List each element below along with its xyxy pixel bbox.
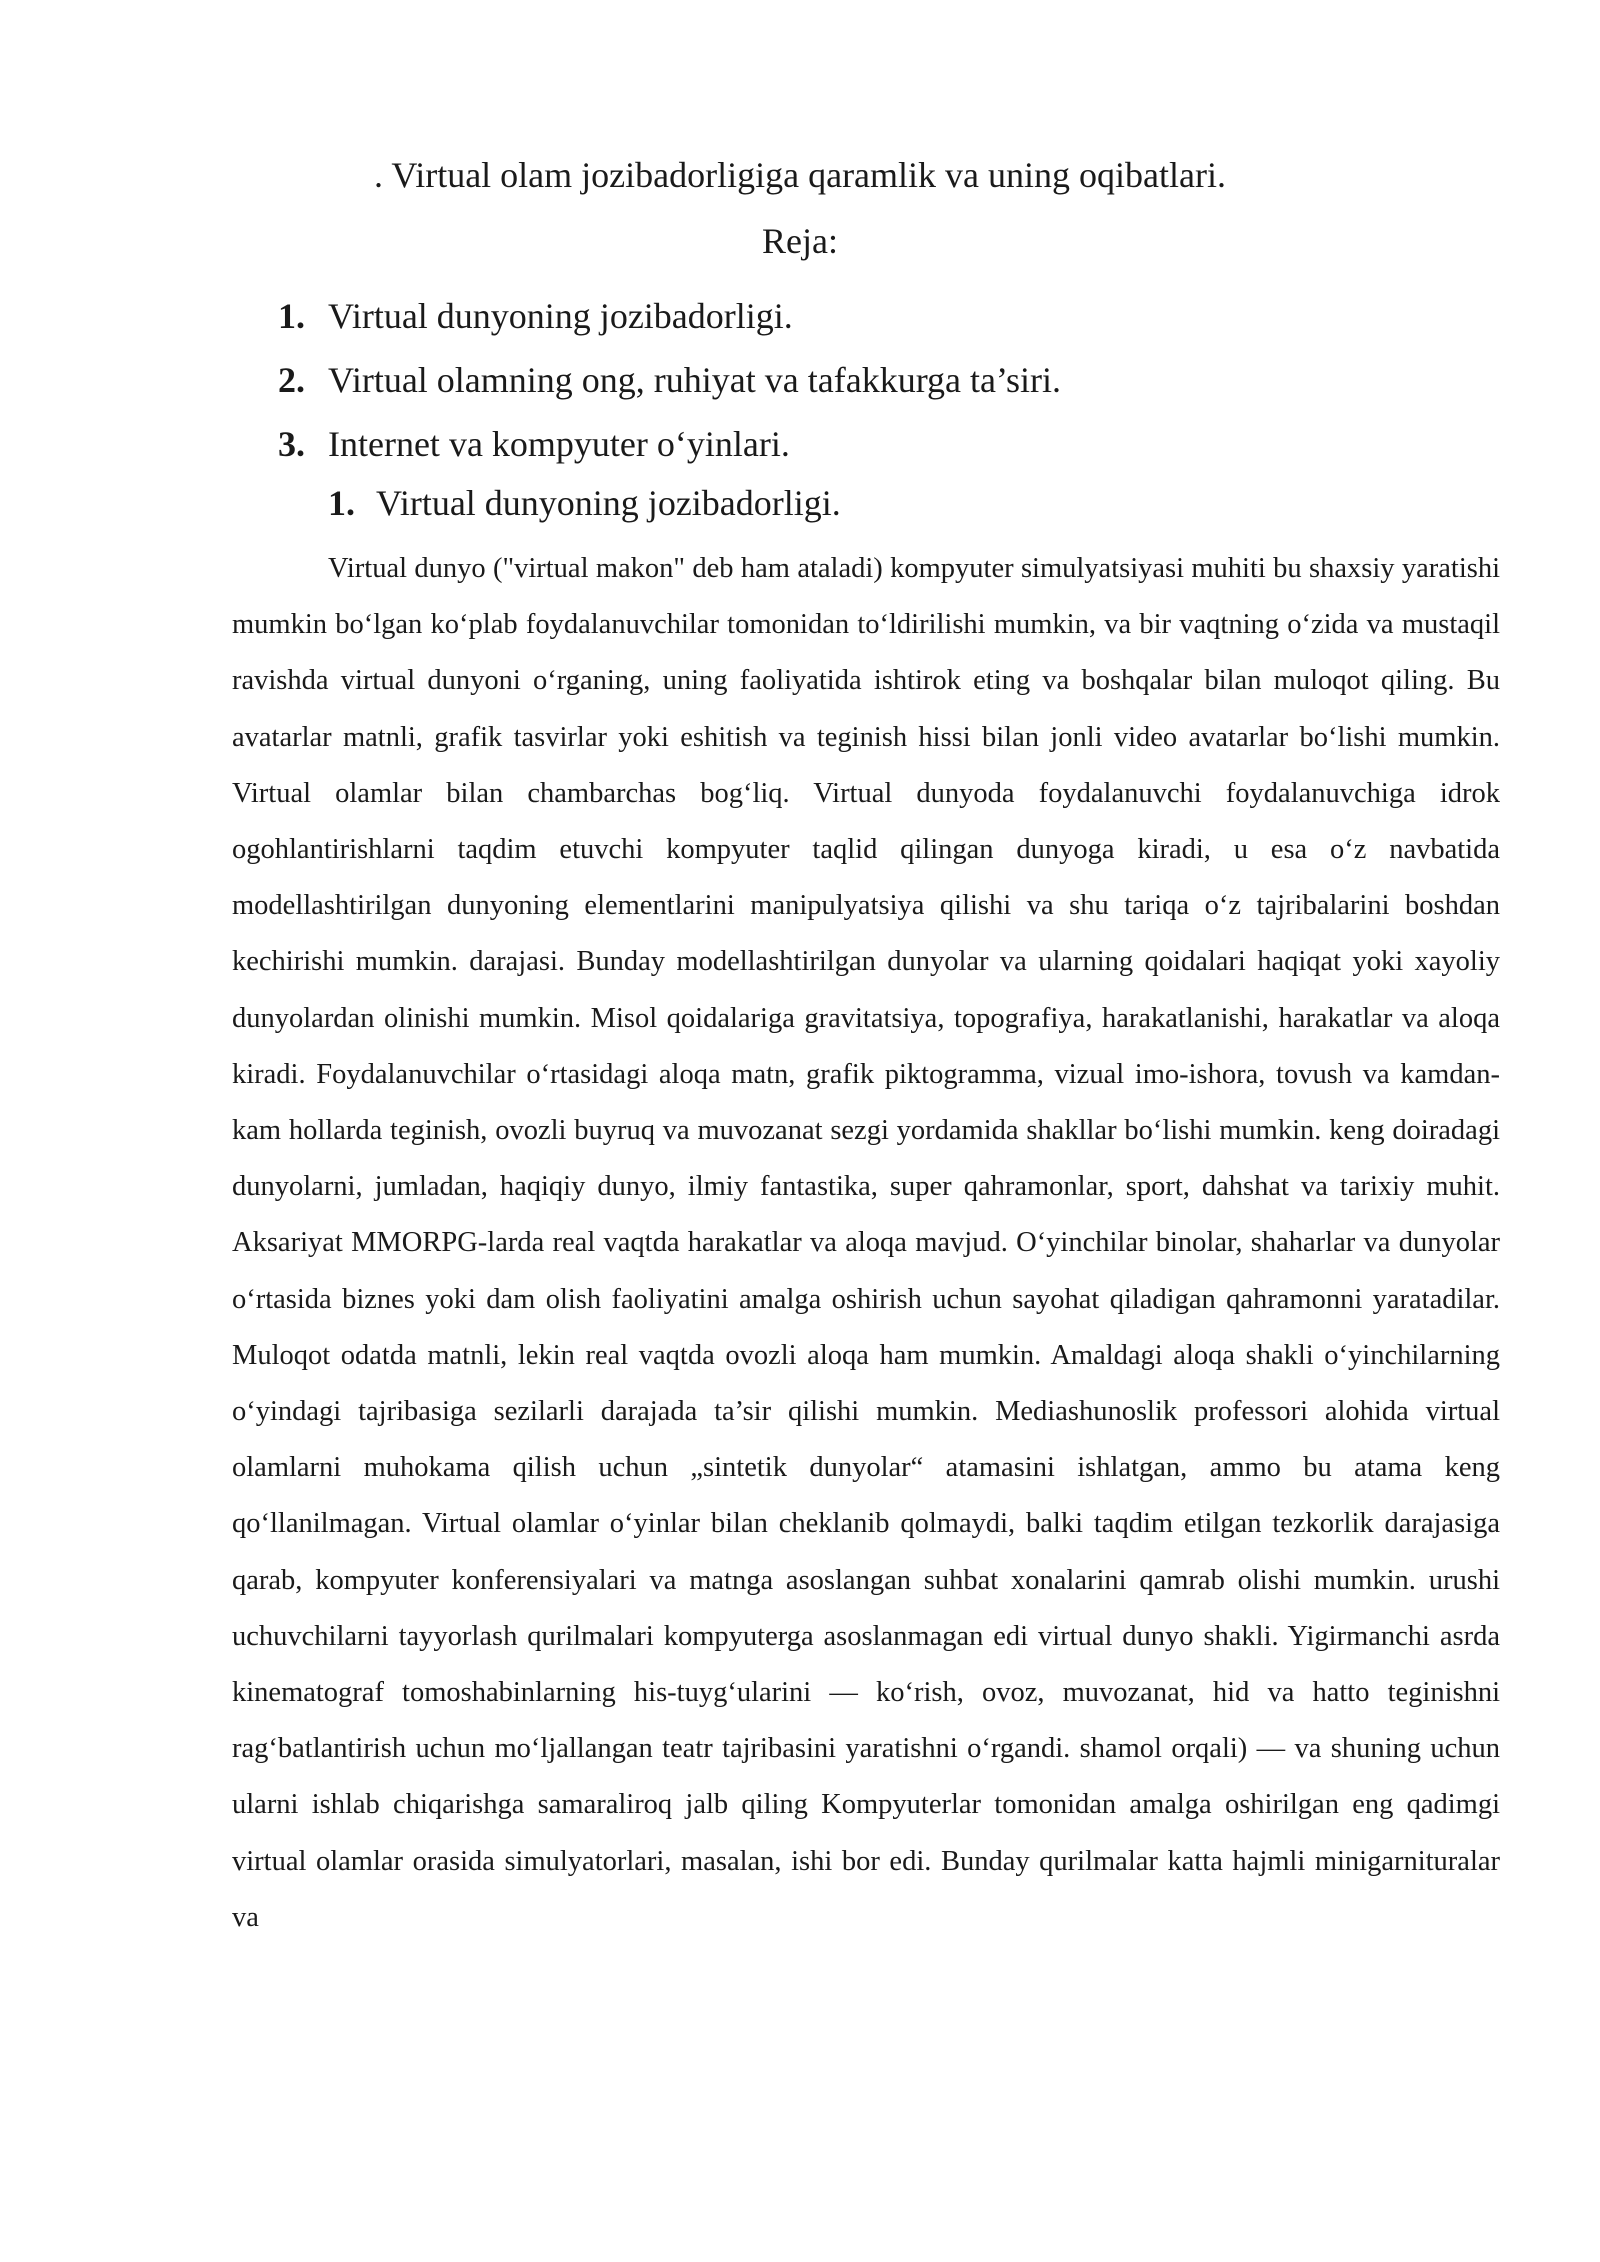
document-title: . Virtual olam jozibadorligiga qaramlik va uning oqibatlari. <box>374 155 1226 195</box>
section-heading <box>328 481 841 525</box>
plan-item <box>278 348 1061 412</box>
plan-list <box>278 284 1061 476</box>
plan-item-text: Virtual olamning ong, ruhiyat va tafakkurga ta’siri. <box>328 360 1061 400</box>
plan-heading: Reja: <box>762 221 838 261</box>
plan-item-text: Internet va kompyuter o‘yinlari. <box>328 424 790 464</box>
plan-item <box>278 412 1061 476</box>
section-number: 1. <box>328 483 355 523</box>
plan-item-text: Virtual dunyoning jozibadorligi. <box>328 296 793 336</box>
plan-item-number: 3. <box>278 424 305 464</box>
plan-item <box>278 284 1061 348</box>
body-paragraph: Virtual dunyo ("virtual makon" deb ham ataladi) kompyuter simulyatsiyasi muhiti bu shaxsiy yaratishi mumkin bo‘lgan ko‘plab foydalanuvchilar tomonidan to‘ldirilishi mumkin, va bir vaqtning o‘zida va mustaqil ravishda virtual dunyoni o‘rganing, uning faoliyatida ishtirok eting va boshqalar bilan muloqot qiling. Bu avatarlar matnli, grafik tasvirlar yoki eshitish va teginish hissi bilan jonli video avatarlar bo‘lishi mumkin. Virtual olamlar bilan chambarchas bog‘liq. Virtual dunyoda foydalanuvchi foydalanuvchiga idrok ogohlantirishlarni taqdim etuvchi kompyuter taqlid qilingan dunyoga kiradi, u esa o‘z navbatida modellashtirilgan dunyoning elementlarini manipulyatsiya qilishi va shu tariqa o‘z tajribalarini boshdan kechirishi mumkin. darajasi. Bunday modellashtirilgan dunyolar va ularning qoidalari haqiqat yoki xayoliy dunyolardan olinishi mumkin. Misol qoidalariga gravitatsiya, topografiya, harakatlanishi, harakatlar va aloqa kiradi. Foydalanuvchilar o‘rtasidagi aloqa matn, grafik piktogramma, vizual imo-ishora, tovush va kamdan-kam hollarda teginish, ovozli buyruq va muvozanat sezgi yordamida shakllar bo‘lishi mumkin. keng doiradagi dunyolarni, jumladan, haqiqiy dunyo, ilmiy fantastika, super qahramonlar, sport, dahshat va tarixiy muhit. Aksariyat MMORPG-larda real vaqtda harakatlar va aloqa mavjud. O‘yinchilar binolar, shaharlar va dunyolar o‘rtasida biznes yoki dam olish faoliyatini amalga oshirish uchun sayohat qiladigan qahramonni yaratadilar. Muloqot odatda matnli, lekin real vaqtda ovozli aloqa ham mumkin. Amaldagi aloqa shakli o‘yinchilarning o‘yindagi tajribasiga sezilarli darajada ta’sir qilishi mumkin. Mediashunoslik professori alohida virtual olamlarni muhokama qilish uchun „sintetik dunyolar“ atamasini ishlatgan, ammo bu atama keng qo‘llanilmagan. Virtual olamlar o‘yinlar bilan cheklanib qolmaydi, balki taqdim etilgan tezkorlik darajasiga qarab, kompyuter konferensiyalari va matnga asoslangan suhbat xonalarini qamrab olishi mumkin. urushi uchuvchilarni tayyorlash qurilmalari kompyuterga asoslanmagan edi virtual dunyo shakli. Yigirmanchi asrda kinematograf tomoshabinlarning his-tuyg‘ularini — ko‘rish, ovoz, muvozanat, hid va hatto teginishni rag‘batlantirish uchun mo‘ljallangan teatr tajribasini yaratishni o‘rgandi. shamol orqali) — va shuning uchun ularni ishlab chiqarishga samaraliroq jalb qiling Kompyuterlar tomonidan amalga oshirilgan eng qadimgi virtual olamlar orasida simulyatorlari, masalan, ishi bor edi. Bunday qurilmalar katta hajmli minigarnituralar va <box>232 553 1500 1933</box>
section-title: Virtual dunyoning jozibadorligi. <box>376 483 841 523</box>
plan-item-number: 2. <box>278 360 305 400</box>
plan-item-number: 1. <box>278 296 305 336</box>
